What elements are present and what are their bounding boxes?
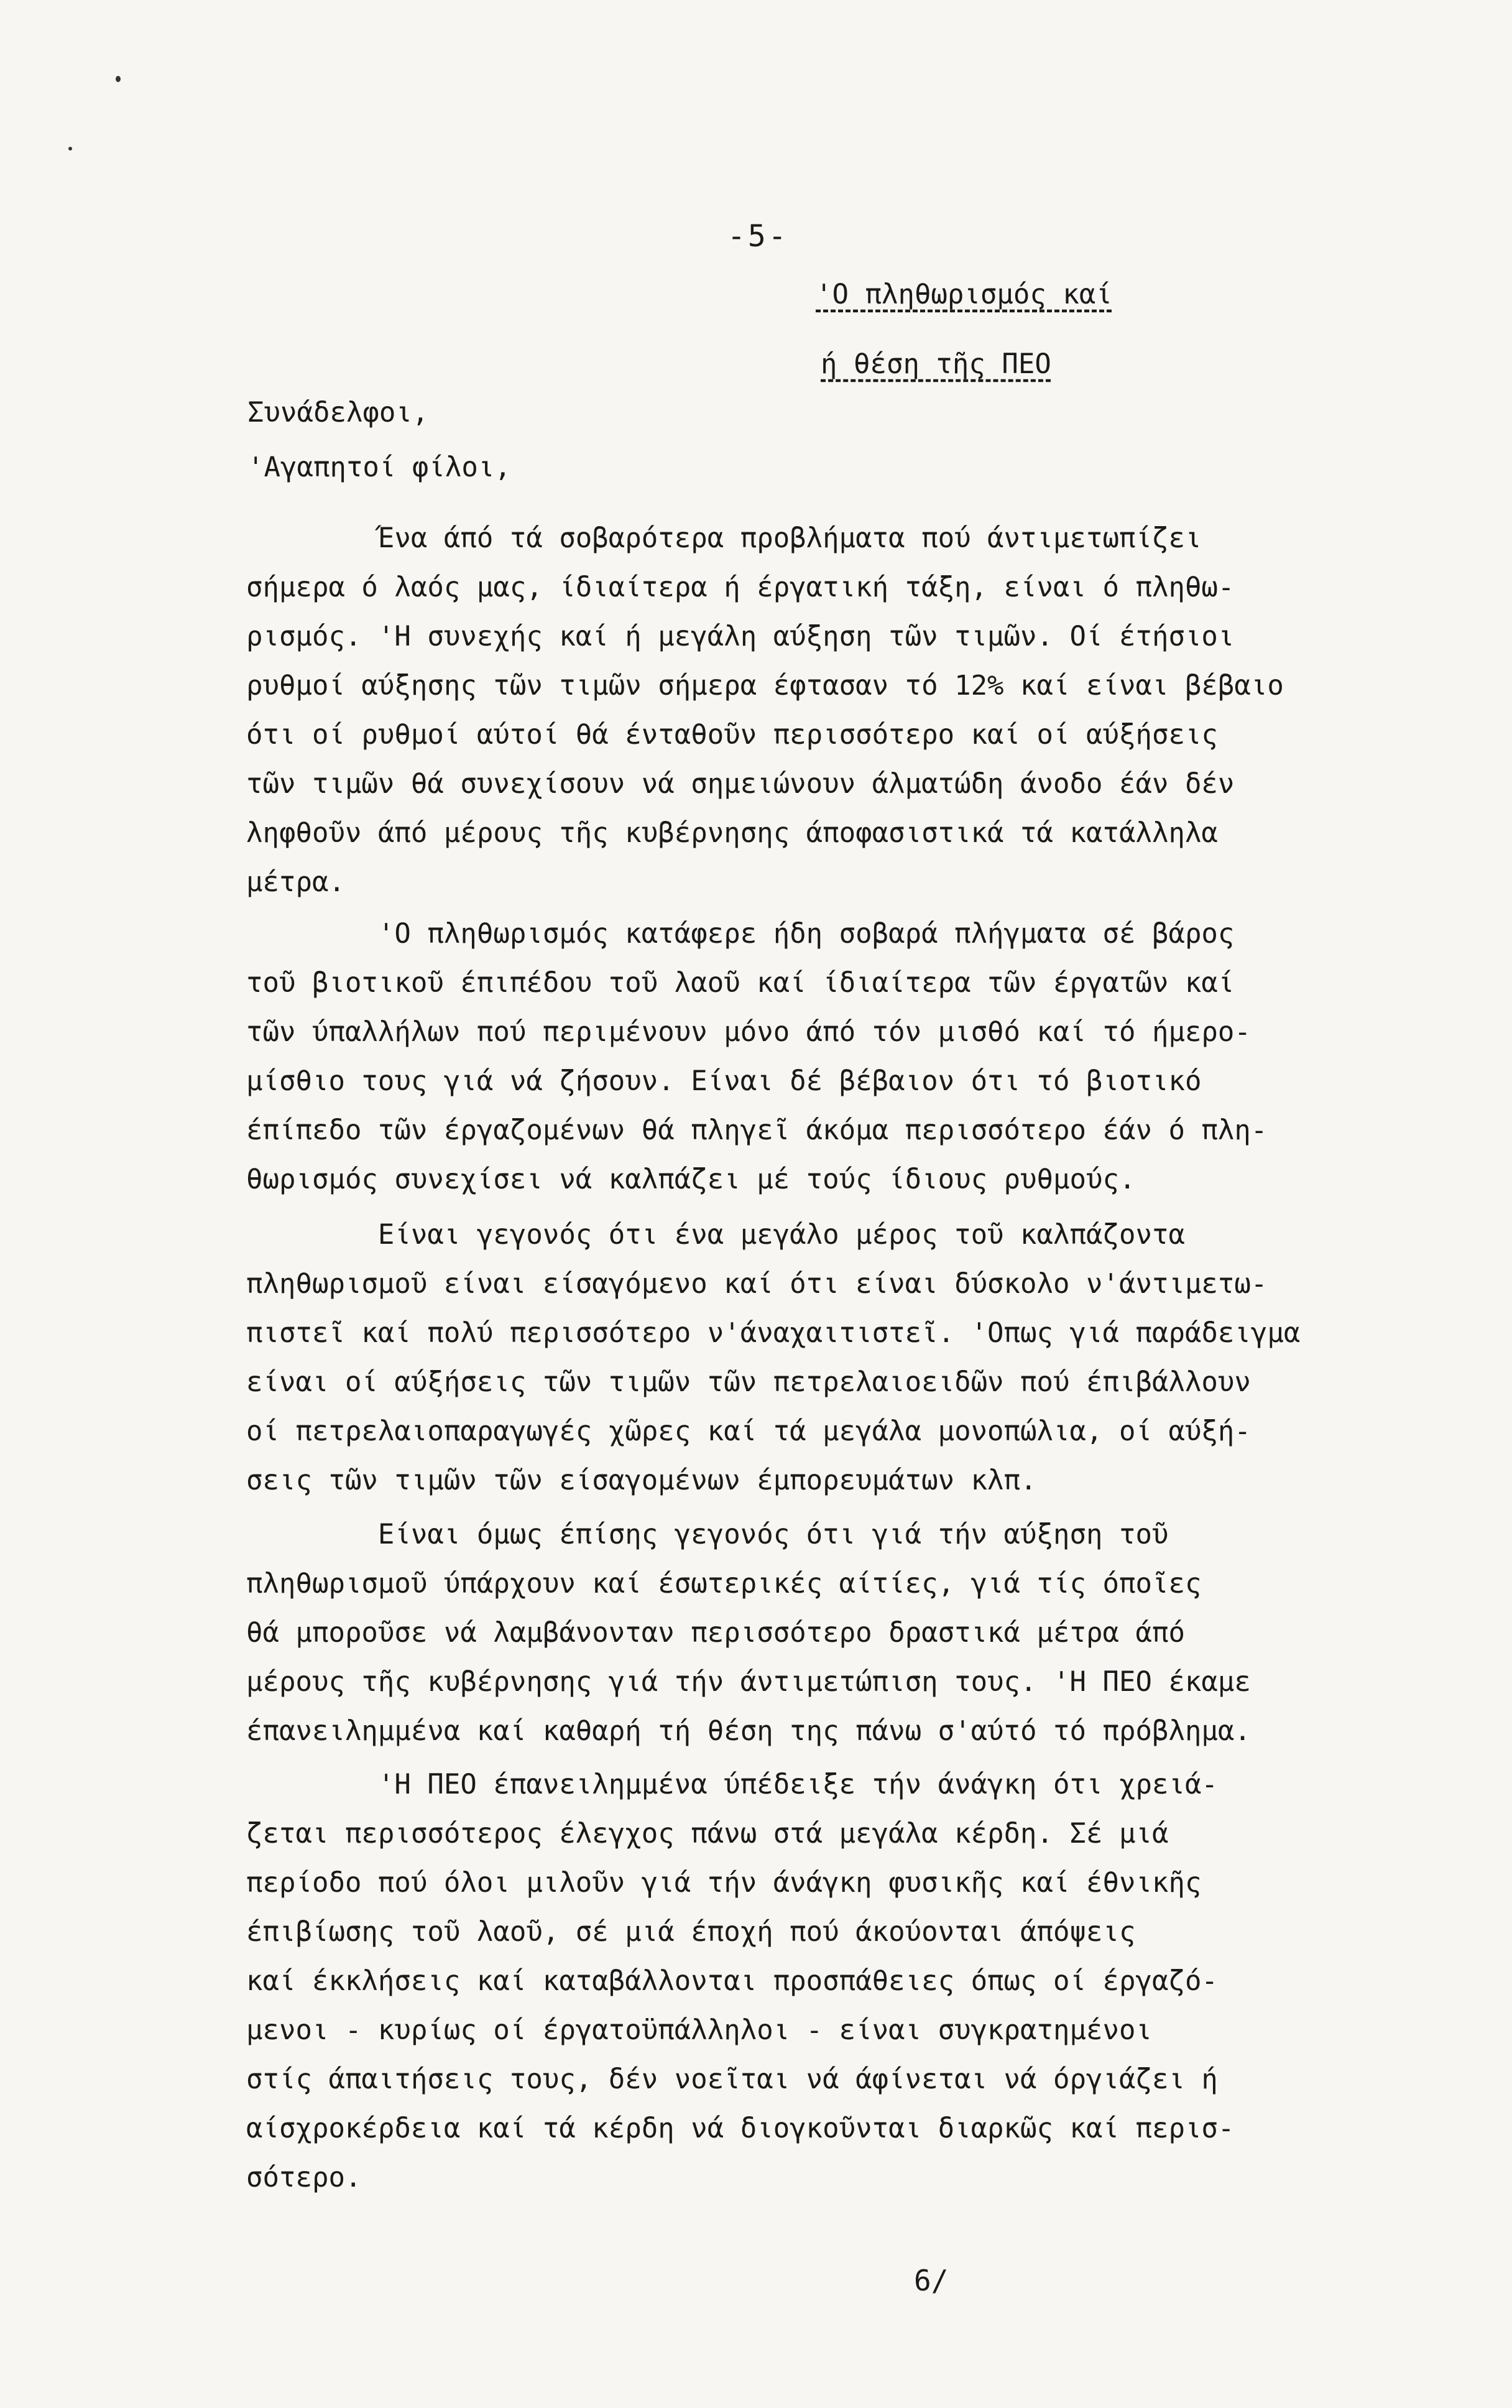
text-line: Είναι όμως έπίσης γεγονός ότι γιά τήν αύξηση τοῦ [246, 1519, 1169, 1550]
scan-speck [68, 147, 72, 150]
text-line: τῶν τιμῶν θά συνεχίσουν νά σημειώνουν άλματώδη άνοδο έάν δέν [246, 768, 1235, 800]
salutation-line-1: Συνάδελφοι, [247, 397, 429, 428]
text-line: σότερο. [246, 2162, 362, 2193]
text-line: πιστεῖ καί πολύ περισσότερο ν'άναχαιτιστεῖ. 'Οπως γιά παράδειγμα [246, 1317, 1301, 1349]
text-line: έπιβίωσης τοῦ λαοῦ, σέ μιά έποχή πού άκούονται άπόψεις [246, 1916, 1136, 1948]
paragraph-4 [246, 1510, 1434, 1756]
text-line: ληφθοῦν άπό μέρους τῆς κυβέρνησης άποφασιστικά τά κατάλληλα [246, 817, 1218, 849]
text-line: ζεται περισσότερος έλεγχος πάνω στά μεγάλα κέρδη. Σέ μιά [246, 1818, 1169, 1850]
text-line: πληθωρισμοῦ ύπάρχουν καί έσωτερικές αίτίες, γιά τίς όποῖες [246, 1568, 1202, 1600]
text-line: μέτρα. [246, 866, 345, 898]
salutation-line-2: 'Αγαπητοί φίλοι, [247, 452, 511, 483]
text-line: θά μποροῦσε νά λαμβάνονταν περισσότερο δραστικά μέτρα άπό [246, 1617, 1185, 1649]
paragraph-2 [246, 909, 1434, 1204]
text-line: Είναι γεγονός ότι ένα μεγάλο μέρος τοῦ καλπάζοντα [246, 1219, 1185, 1251]
document-title-line-1: 'Ο πληθωρισμός καί [816, 279, 1112, 310]
text-line: μίσθιο τους γιά νά ζήσουν. Είναι δέ βέβαιον ότι τό βιοτικό [246, 1065, 1202, 1097]
text-line: ότι οί ρυθμοί αύτοί θά ένταθοῦν περισσότερο καί οί αύξήσεις [246, 719, 1218, 751]
page-number: -5- [727, 219, 789, 254]
text-line: 'Ο πληθωρισμός κατάφερε ήδη σοβαρά πλήγματα σέ βάρος [246, 918, 1235, 950]
text-line: 'Η ΠΕΟ έπανειλημμένα ύπέδειξε τήν άνάγκη ότι χρειά- [246, 1769, 1218, 1800]
text-line: πληθωρισμοῦ είναι είσαγόμενο καί ότι είναι δύσκολο ν'άντιμετω- [246, 1268, 1268, 1300]
scan-speck [116, 76, 121, 82]
text-line: μέρους τῆς κυβέρνησης γιά τήν άντιμετώπιση τους. 'Η ΠΕΟ έκαμε [246, 1666, 1251, 1698]
text-line: τοῦ βιοτικοῦ έπιπέδου τοῦ λαοῦ καί ίδιαίτερα τῶν έργατῶν καί [246, 967, 1235, 999]
text-line: σεις τῶν τιμῶν τῶν είσαγομένων έμπορευμάτων κλπ. [246, 1465, 1037, 1496]
text-line: τῶν ύπαλλήλων πού περιμένουν μόνο άπό τόν μισθό καί τό ήμερο- [246, 1016, 1251, 1048]
text-line: καί έκκλήσεις καί καταβάλλονται προσπάθειες όπως οί έργαζό- [246, 1965, 1218, 1997]
text-line: ρυθμοί αύξησης τῶν τιμῶν σήμερα έφτασαν τό 12% καί είναι βέβαιο [246, 670, 1284, 702]
text-line: οί πετρελαιοπαραγωγές χῶρες καί τά μεγάλα μονοπώλια, οί αύξή- [246, 1415, 1251, 1447]
text-line: έπανειλημμένα καί καθαρή τή θέση της πάνω σ'αύτό τό πρόβλημα. [246, 1715, 1251, 1747]
next-page-reference: 6/ [914, 2264, 949, 2297]
text-line: Ένα άπό τά σοβαρότερα προβλήματα πού άντιμετωπίζει [246, 522, 1202, 554]
text-line: είναι οί αύξήσεις τῶν τιμῶν τῶν πετρελαιοειδῶν πού έπιβάλλουν [246, 1366, 1251, 1398]
text-line: ρισμός. 'Η συνεχής καί ή μεγάλη αύξηση τῶν τιμῶν. Οί έτήσιοι [246, 621, 1235, 652]
text-line: θωρισμός συνεχίσει νά καλπάζει μέ τούς ίδιους ρυθμούς. [246, 1164, 1136, 1195]
text-line: στίς άπαιτήσεις τους, δέν νοεῖται νά άφίνεται νά όργιάζει ή [246, 2063, 1218, 2095]
text-line: περίοδο πού όλοι μιλοῦν γιά τήν άνάγκη φυσικῆς καί έθνικῆς [246, 1867, 1202, 1899]
paragraph-5 [246, 1760, 1434, 2202]
text-line: σήμερα ό λαός μας, ίδιαίτερα ή έργατική τάξη, είναι ό πληθω- [246, 572, 1235, 603]
text-line: μενοι - κυρίως οί έργατοϋπάλληλοι - είναι συγκρατημένοι [246, 2014, 1152, 2046]
document-title-line-2: ή θέση τῆς ΠΕΟ [821, 348, 1051, 380]
text-line: έπίπεδο τῶν έργαζομένων θά πληγεῖ άκόμα περισσότερο έάν ό πλη- [246, 1114, 1268, 1146]
text-line: αίσχροκέρδεια καί τά κέρδη νά διογκοῦνται διαρκῶς καί περισ- [246, 2113, 1235, 2144]
paragraph-1 [246, 514, 1434, 907]
paragraph-3 [246, 1210, 1434, 1505]
